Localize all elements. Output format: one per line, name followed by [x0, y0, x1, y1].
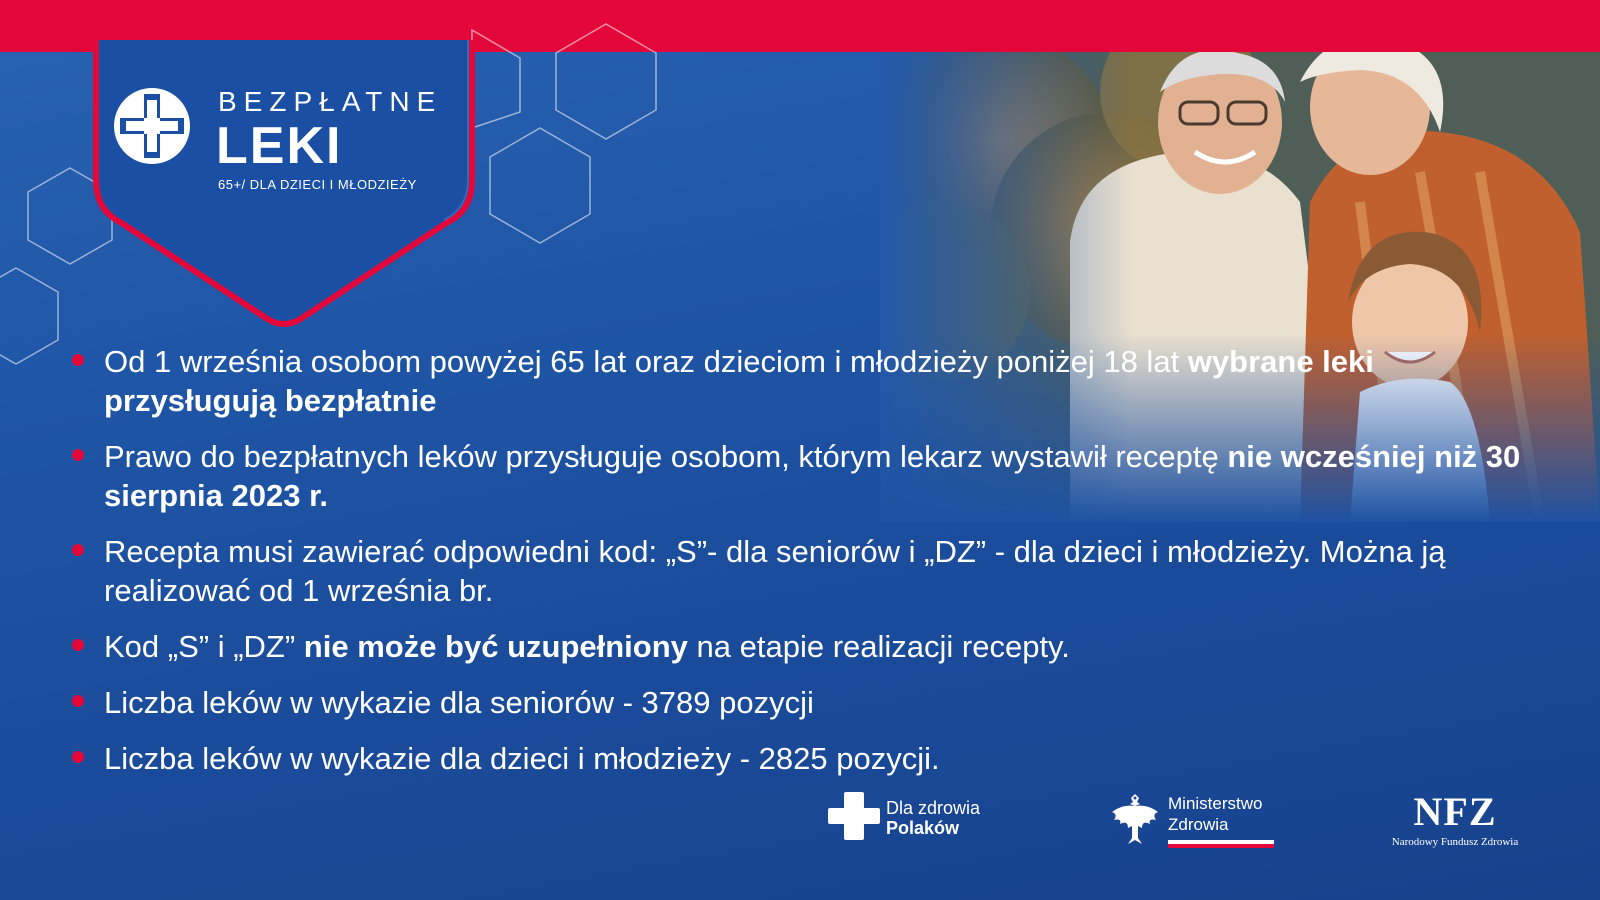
eagle-emblem-icon	[1108, 790, 1162, 848]
bullet-text-bold: nie wcześniej niż 30 sierpnia 2023 r.	[104, 439, 1521, 513]
bullet-text: Liczba leków w wykazie dla seniorów - 3789 pozycji	[104, 685, 814, 720]
bullet-text: Od 1 września osobom powyżej 65 lat oraz dzieciom i młodzieży poniżej 18 lat	[104, 344, 1188, 379]
bullet-item	[70, 532, 1550, 610]
medical-cross-icon	[112, 86, 192, 166]
bullet-text: Recepta musi zawierać odpowiedni kod: „S”- dla seniorów i „DZ” - dla dzieci i młodzieży. Można ją realizować od 1 września br.	[104, 534, 1446, 608]
bullet-text-bold: wybrane leki przysługują bezpłatnie	[104, 344, 1374, 418]
nfz-subtitle: Narodowy Fundusz Zdrowia	[1391, 836, 1519, 848]
nfz-logo	[1380, 789, 1530, 852]
bullet-dot-icon	[72, 639, 84, 651]
dzp-line1: Dla zdrowia	[886, 798, 981, 818]
info-bullet-list	[70, 342, 1550, 795]
bullet-item	[70, 683, 1550, 722]
bullet-dot-icon	[72, 695, 84, 707]
bullet-item	[70, 437, 1550, 515]
bullet-item	[70, 342, 1550, 420]
bullet-dot-icon	[72, 751, 84, 763]
bullet-text: na etapie realizacji recepty.	[687, 629, 1070, 664]
bullet-dot-icon	[72, 544, 84, 556]
nfz-mark: NFZ	[1413, 789, 1497, 834]
bullet-text-bold: nie może być uzupełniony	[303, 629, 688, 664]
badge-subtitle: 65+/ DLA DZIECI I MŁODZIEŻY	[218, 177, 417, 192]
bullet-dot-icon	[72, 354, 84, 366]
dla-zdrowia-polakow-logo	[828, 786, 1008, 846]
mz-line1: Ministerstwo	[1168, 794, 1263, 813]
bullet-text: Prawo do bezpłatnych leków przysługuje osobom, którym lekarz wystawił receptę	[104, 439, 1228, 474]
bullet-item	[70, 739, 1550, 778]
cross-logo-icon	[828, 790, 880, 842]
bullet-text: Kod „S” i „DZ”	[104, 629, 304, 664]
dzp-line2: Polaków	[886, 818, 960, 838]
bullet-text: Liczba leków w wykazie dla dzieci i młodzieży - 2825 pozycji.	[104, 741, 940, 776]
bullet-dot-icon	[72, 449, 84, 461]
polish-flag-stripe	[1168, 840, 1274, 848]
bullet-item	[70, 627, 1550, 666]
ministerstwo-zdrowia-logo	[1108, 790, 1288, 852]
mz-line2: Zdrowia	[1168, 815, 1229, 834]
badge-title-line1: BEZPŁATNE	[218, 86, 443, 117]
badge-title-line2: LEKI	[216, 117, 343, 175]
